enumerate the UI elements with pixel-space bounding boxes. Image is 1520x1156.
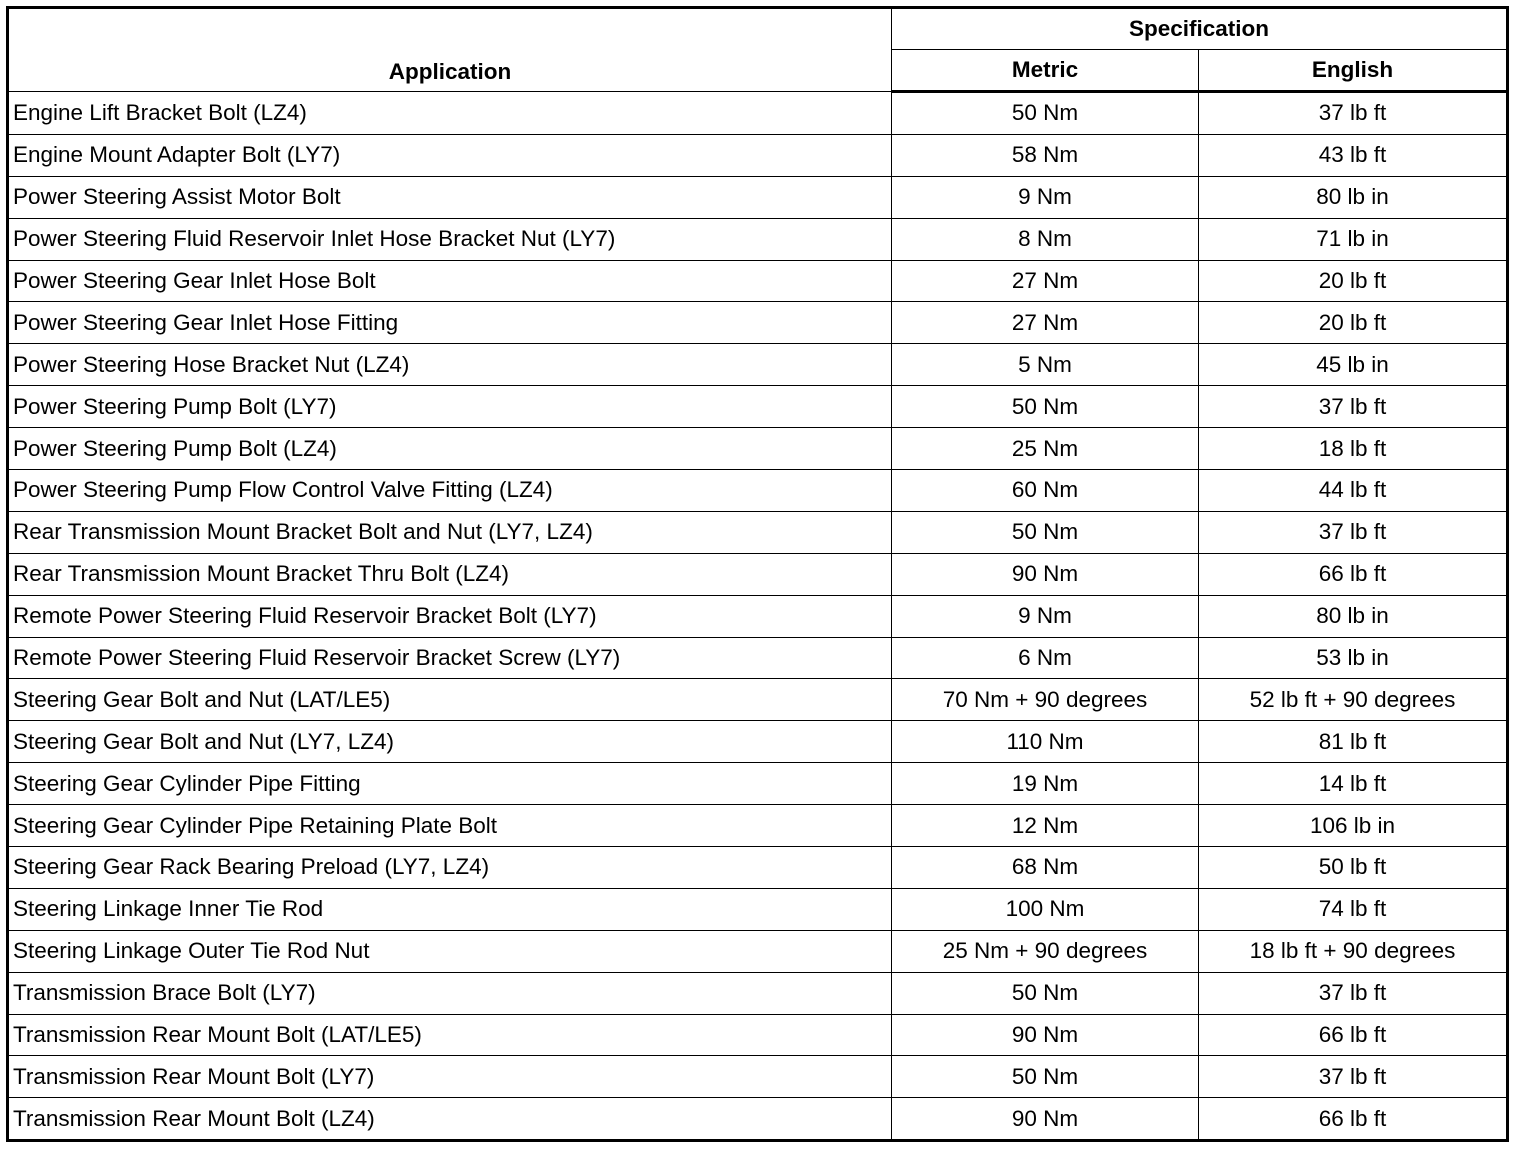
metric-cell: 50 Nm [892,386,1199,428]
english-cell: 44 lb ft [1199,470,1508,512]
metric-cell: 50 Nm [892,1056,1199,1098]
english-cell: 20 lb ft [1199,302,1508,344]
application-cell: Transmission Brace Bolt (LY7) [8,972,892,1014]
application-cell: Steering Linkage Inner Tie Rod [8,888,892,930]
application-cell: Transmission Rear Mount Bolt (LAT/LE5) [8,1014,892,1056]
application-cell: Steering Gear Cylinder Pipe Fitting [8,763,892,805]
specification-header: Specification [892,8,1508,50]
metric-cell: 9 Nm [892,176,1199,218]
english-cell: 37 lb ft [1199,511,1508,553]
metric-cell: 90 Nm [892,1098,1199,1141]
metric-cell: 70 Nm + 90 degrees [892,679,1199,721]
english-cell: 66 lb ft [1199,1098,1508,1141]
application-cell: Engine Mount Adapter Bolt (LY7) [8,134,892,176]
table-row [8,763,1508,805]
application-header: Application [8,8,892,92]
english-cell: 80 lb in [1199,595,1508,637]
english-cell: 52 lb ft + 90 degrees [1199,679,1508,721]
application-cell: Steering Gear Cylinder Pipe Retaining Plate Bolt [8,805,892,847]
table-row [8,930,1508,972]
english-cell: 66 lb ft [1199,1014,1508,1056]
table-row [8,888,1508,930]
english-cell: 20 lb ft [1199,260,1508,302]
english-cell: 81 lb ft [1199,721,1508,763]
metric-cell: 50 Nm [892,972,1199,1014]
table-row [8,176,1508,218]
english-cell: 18 lb ft + 90 degrees [1199,930,1508,972]
table-row [8,92,1508,135]
application-cell: Steering Gear Bolt and Nut (LY7, LZ4) [8,721,892,763]
table-row [8,553,1508,595]
torque-spec-table [6,6,1509,1142]
english-header: English [1199,50,1508,92]
header-row-top [8,8,1508,50]
english-cell: 106 lb in [1199,805,1508,847]
metric-cell: 100 Nm [892,888,1199,930]
table-row [8,511,1508,553]
metric-cell: 27 Nm [892,302,1199,344]
application-cell: Steering Linkage Outer Tie Rod Nut [8,930,892,972]
english-cell: 45 lb in [1199,344,1508,386]
metric-cell: 9 Nm [892,595,1199,637]
application-cell: Transmission Rear Mount Bolt (LY7) [8,1056,892,1098]
application-cell: Rear Transmission Mount Bracket Bolt and Nut (LY7, LZ4) [8,511,892,553]
metric-cell: 25 Nm [892,428,1199,470]
table-row [8,260,1508,302]
metric-cell: 50 Nm [892,511,1199,553]
english-cell: 50 lb ft [1199,847,1508,889]
metric-cell: 90 Nm [892,1014,1199,1056]
table-row [8,847,1508,889]
english-cell: 37 lb ft [1199,1056,1508,1098]
english-cell: 37 lb ft [1199,92,1508,135]
table-row [8,679,1508,721]
application-cell: Power Steering Hose Bracket Nut (LZ4) [8,344,892,386]
application-cell: Power Steering Pump Bolt (LZ4) [8,428,892,470]
application-cell: Remote Power Steering Fluid Reservoir Bracket Screw (LY7) [8,637,892,679]
metric-cell: 110 Nm [892,721,1199,763]
table-row [8,302,1508,344]
table-row [8,344,1508,386]
table-row [8,595,1508,637]
metric-cell: 5 Nm [892,344,1199,386]
application-cell: Steering Gear Rack Bearing Preload (LY7, LZ4) [8,847,892,889]
metric-cell: 90 Nm [892,553,1199,595]
table-row [8,134,1508,176]
metric-cell: 60 Nm [892,470,1199,512]
table-row [8,972,1508,1014]
english-cell: 43 lb ft [1199,134,1508,176]
table-body [8,92,1508,1141]
application-cell: Steering Gear Bolt and Nut (LAT/LE5) [8,679,892,721]
application-cell: Power Steering Gear Inlet Hose Fitting [8,302,892,344]
english-cell: 18 lb ft [1199,428,1508,470]
table-row [8,1056,1508,1098]
table-row [8,386,1508,428]
application-cell: Rear Transmission Mount Bracket Thru Bolt (LZ4) [8,553,892,595]
english-cell: 66 lb ft [1199,553,1508,595]
application-cell: Remote Power Steering Fluid Reservoir Bracket Bolt (LY7) [8,595,892,637]
table-row [8,218,1508,260]
english-cell: 37 lb ft [1199,386,1508,428]
english-cell: 71 lb in [1199,218,1508,260]
table-row [8,428,1508,470]
metric-cell: 6 Nm [892,637,1199,679]
english-cell: 14 lb ft [1199,763,1508,805]
application-cell: Engine Lift Bracket Bolt (LZ4) [8,92,892,135]
table-row [8,1014,1508,1056]
table-row [8,805,1508,847]
table-row [8,1098,1508,1141]
metric-cell: 25 Nm + 90 degrees [892,930,1199,972]
application-cell: Power Steering Pump Bolt (LY7) [8,386,892,428]
metric-header: Metric [892,50,1199,92]
metric-cell: 58 Nm [892,134,1199,176]
english-cell: 74 lb ft [1199,888,1508,930]
application-cell: Power Steering Assist Motor Bolt [8,176,892,218]
metric-cell: 19 Nm [892,763,1199,805]
metric-cell: 12 Nm [892,805,1199,847]
table-row [8,470,1508,512]
application-cell: Power Steering Gear Inlet Hose Bolt [8,260,892,302]
english-cell: 53 lb in [1199,637,1508,679]
application-cell: Power Steering Fluid Reservoir Inlet Hose Bracket Nut (LY7) [8,218,892,260]
english-cell: 37 lb ft [1199,972,1508,1014]
table-row [8,637,1508,679]
metric-cell: 8 Nm [892,218,1199,260]
metric-cell: 50 Nm [892,92,1199,135]
metric-cell: 68 Nm [892,847,1199,889]
english-cell: 80 lb in [1199,176,1508,218]
metric-cell: 27 Nm [892,260,1199,302]
application-cell: Transmission Rear Mount Bolt (LZ4) [8,1098,892,1141]
application-cell: Power Steering Pump Flow Control Valve Fitting (LZ4) [8,470,892,512]
table-row [8,721,1508,763]
